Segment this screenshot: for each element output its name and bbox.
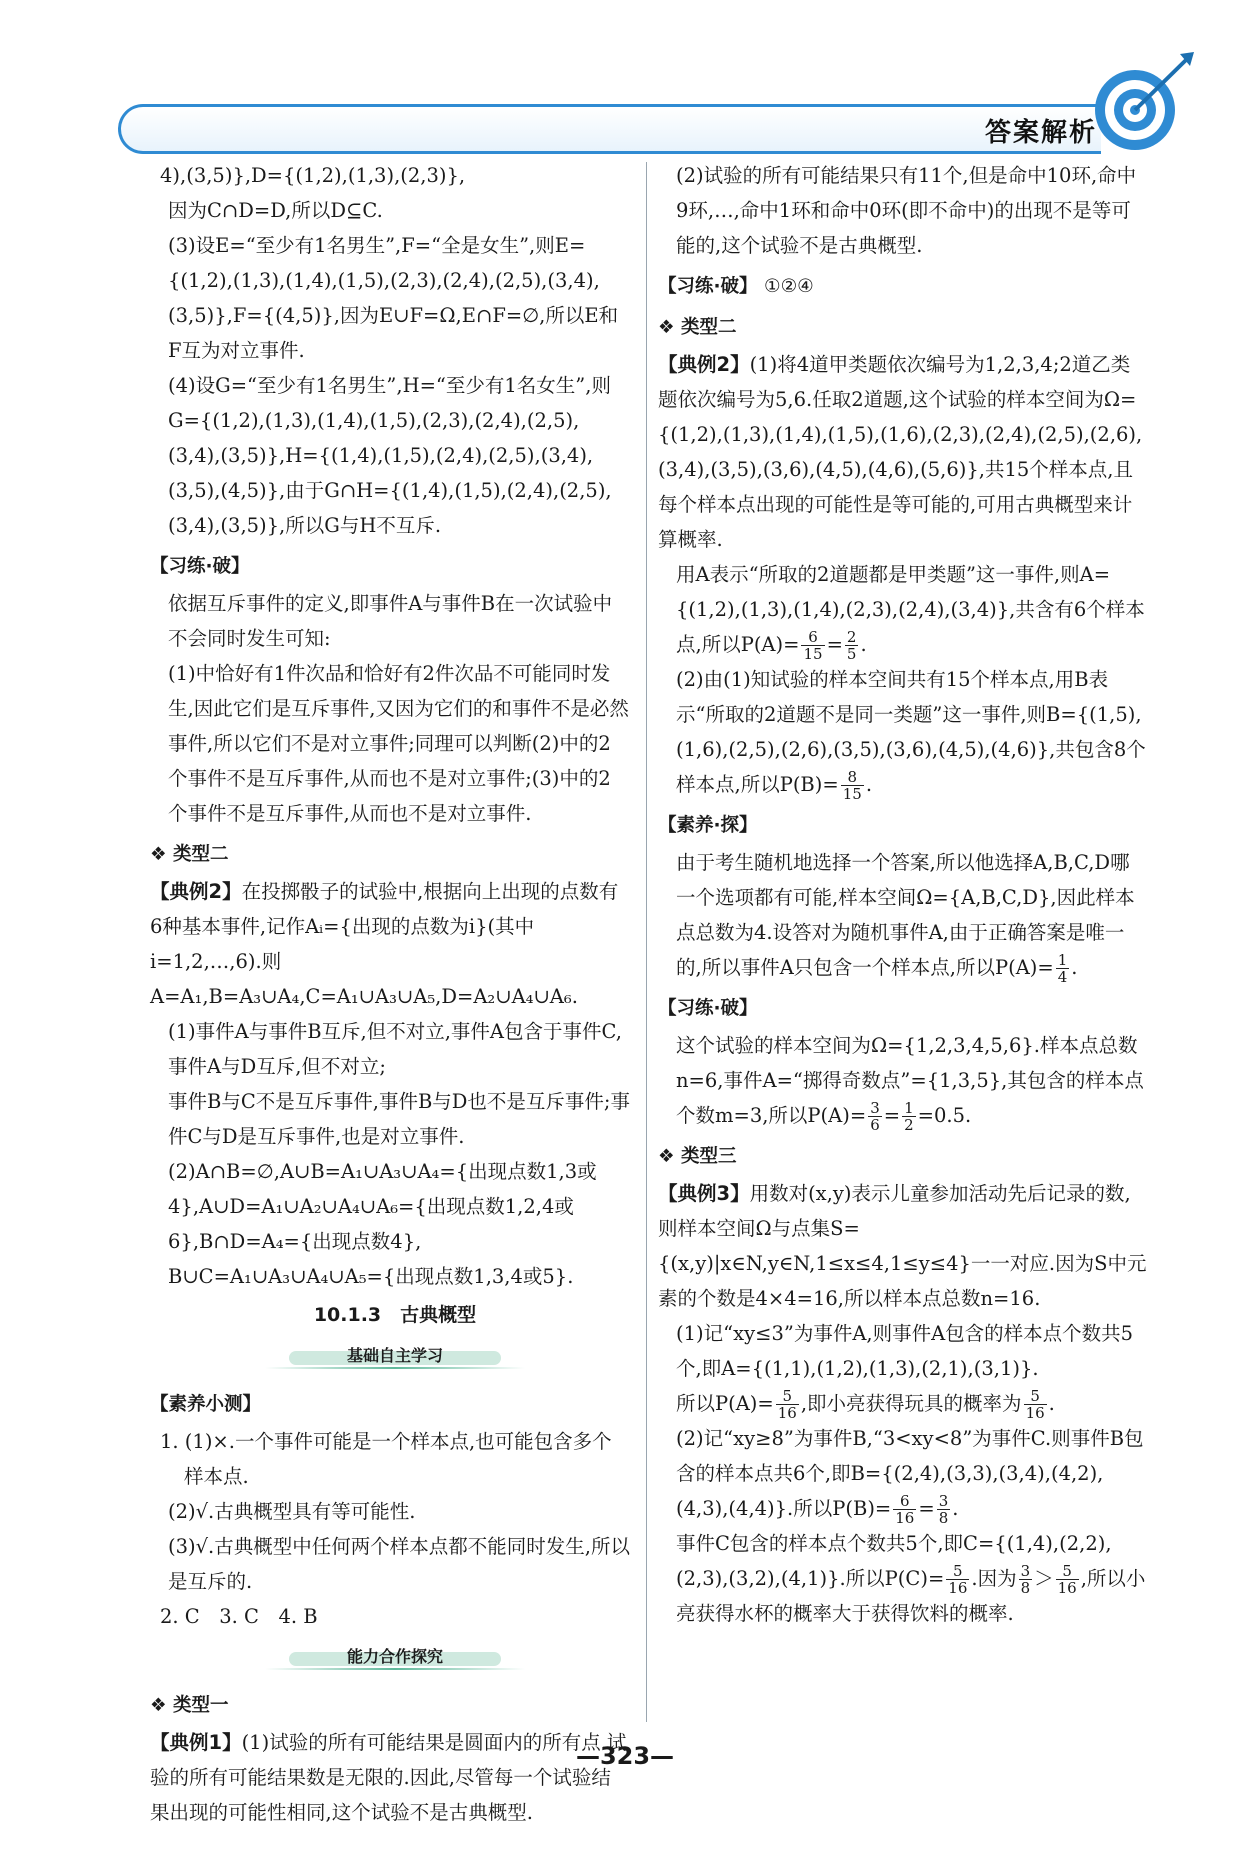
fraction-2-5: $\frac{2}{5}$: [846, 628, 857, 663]
right-line-1: (2)试验的所有可能结果只有11个,但是命中10环,命中9环,…,命中1环和命中0环(即不命中)的出现不是等可能的,这个试验不是古典概型.: [676, 164, 1137, 257]
section-quiz: 【素养小测】: [150, 1394, 262, 1415]
section-type-two: ❖ 类型二: [150, 844, 229, 865]
right-line-3-text: (2)由(1)知试验的样本空间共有15个样本点,用B表示“所取的2道题不是同一类题”这一事件,则B={(1,5),(1,6),(2,5),(2,6),(3,5),(3,6),(4,5),(4,6)},共包含8个样本点,所以P(B)=: [676, 668, 1146, 796]
right-line-7-mid: ,即小亮获得玩具的概率为: [800, 1392, 1022, 1415]
fraction-6-15: $\frac{6}{15}$: [803, 628, 823, 663]
header-title: 答案解析: [985, 118, 1098, 148]
fraction-8-15: $\frac{8}{15}$: [842, 768, 862, 803]
left-line-7: (1)事件A与事件B互斥,但不对立,事件A包含于事件C,事件A与D互斥,但不对立;: [168, 1020, 622, 1078]
fraction-5-16-b: $\frac{5}{16}$: [1025, 1387, 1045, 1422]
right-line-9: [668, 1526, 1148, 1631]
section-subheading: 10.1.3 古典概型: [313, 1304, 477, 1326]
right-example-3: [658, 1176, 1148, 1316]
left-item-4: (4)设G=“至少有1名男生”,H=“至少有1名女生”,则G={(1,2),(1,3),(1,4),(1,5),(2,3),(2,4),(2,5),(3,4),(3,5)},H={(1,4),(1,5),(2,4),(2,5),(3,4),(3,5),(4,5)},由于G∩H={(1,4),(1,5),(2,4),(2,5),(3,4),(3,5)},所以G与H不互斥.: [168, 374, 612, 537]
fraction-3-8: $\frac{3}{8}$: [938, 1492, 949, 1527]
section-practice-1: 【习练·破】: [150, 556, 250, 577]
right-line-4: 由于考生随机地选择一个答案,所以他选择A,B,C,D哪一个选项都有可能,样本空间Ω={A,B,C,D},因此样本点总数为4.设答对为随机事件A,由于正确答案是唯一的,所以事件A只包含一个样本点,所以P(A)= $\frac{1}{4}$ .: [676, 851, 1135, 986]
right-line-3: (2)由(1)知试验的样本空间共有15个样本点,用B表示“所取的2道题不是同一类题”这一事件,则B={(1,5),(1,6),(2,5),(2,6),(3,5),(3,6),(4,5),(4,6)},共包含8个样本点,所以P(B)= $\frac{8}{15}$ .: [676, 668, 1146, 803]
fraction-5-16-a: $\frac{5}{16}$: [777, 1387, 797, 1422]
fraction-3-8-b: $\frac{3}{8}$: [1020, 1562, 1031, 1597]
right-example-2: [658, 347, 1148, 557]
practice-2-label: 【习练·破】: [658, 276, 758, 297]
quiz-answer-1c: (3)√.古典概型中任何两个样本点都不能同时发生,所以是互斥的.: [168, 1535, 630, 1593]
left-line-2: 因为C∩D=D,所以D⊆C.: [168, 199, 383, 222]
page-number: —323—: [575, 1742, 675, 1770]
example-1-text: (1)试验的所有可能结果是圆面内的所有点.试验的所有可能结果数是无限的.因此,尽管每一个试验结果出现的可能性相同,这个试验不是古典概型.: [150, 1731, 627, 1824]
section-type-two-right: ❖ 类型二: [658, 317, 737, 338]
left-example-1: [150, 1725, 630, 1830]
quiz-answer-1b: (2)√.古典概型具有等可能性.: [168, 1500, 416, 1523]
right-line-2-text: 用A表示“所取的2道题都是甲类题”这一事件,则A={(1,2),(1,3),(1,4),(2,3),(2,4),(3,4)},共含有6个样本点,所以P(A)=: [676, 563, 1145, 656]
right-line-4-text: 由于考生随机地选择一个答案,所以他选择A,B,C,D哪一个选项都有可能,样本空间Ω={A,B,C,D},因此样本点总数为4.设答对为随机事件A,由于正确答案是唯一的,所以事件A只包含一个样本点,所以P(A)=: [676, 851, 1135, 979]
page-header: [0, 0, 1250, 160]
column-divider: [646, 162, 647, 1722]
section-explore: 【素养·探】: [658, 815, 758, 836]
header-bar: [118, 104, 1101, 154]
fraction-5-16-d: $\frac{5}{16}$: [1057, 1562, 1077, 1597]
right-example-2-label: 【典例2】: [658, 353, 750, 376]
example-3-label: 【典例3】: [658, 1182, 750, 1205]
left-line-8: 事件B与C不是互斥事件,事件B与D也不是互斥事件;事件C与D是互斥事件,也是对立事件.: [168, 1090, 630, 1148]
fraction-6-16: $\frac{6}{16}$: [895, 1492, 915, 1527]
section-practice-3: 【习练·破】: [658, 998, 758, 1019]
fraction-1-2: $\frac{1}{2}$: [904, 1099, 914, 1134]
example-3-text: 用数对(x,y)表示儿童参加活动先后记录的数,则样本空间Ω与点集S={(x,y)|x∈N,y∈N,1≤x≤4,1≤y≤4}一一对应.因为S中元素的个数是4×4=16,所以样本点总数n=16.: [658, 1182, 1147, 1310]
example-1-label: 【典例1】: [150, 1731, 242, 1754]
left-line-9: (2)A∩B=∅,A∪B=A₁∪A₃∪A₄={出现点数1,3或4},A∪D=A₁∪A₂∪A₄∪A₆={出现点数1,2,4或6},B∩D=A₄={出现点数4},: [168, 1160, 597, 1253]
example-2-text: 在投掷骰子的试验中,根据向上出现的点数有6种基本事件,记作Aᵢ={出现的点数为i}(其中i=1,2,…,6).则A=A₁,B=A₃∪A₄,C=A₁∪A₃∪A₅,D=A₂∪A₄∪A₆.: [150, 880, 619, 1008]
section-practice-2: [658, 269, 1148, 304]
right-line-5-end: =0.5.: [917, 1104, 972, 1127]
fraction-3-6: $\frac{3}{6}$: [870, 1099, 880, 1134]
quiz-answer-1: 1. (1)×.一个事件可能是一个样本点,也可能包含多个样本点.: [160, 1430, 612, 1488]
left-example-2: [150, 874, 630, 1014]
left-line-1: 4),(3,5)},D={(1,2),(1,3),(2,3)},: [160, 164, 466, 187]
greater-than-sign: ＞: [1034, 1567, 1054, 1590]
right-example-2-text: (1)将4道甲类题依次编号为1,2,3,4;2道乙类题依次编号为5,6.任取2道题,这个试验的样本空间为Ω={(1,2),(1,3),(1,4),(1,5),(1,6),(2,3),(2,4),(2,5),(2,6),(3,4),(3,5),(3,6),(4,5),(4,6),(5,6)},共15个样本点,且每个样本点出现的可能性是等可能的,可用古典概型来计算概率.: [658, 353, 1143, 551]
fraction-5-16-c: $\frac{5}{16}$: [948, 1562, 968, 1597]
right-line-7-text: 所以P(A)=: [676, 1392, 774, 1415]
left-column: [150, 158, 630, 1830]
right-line-6: (1)记“xy≤3”为事件A,则事件A包含的样本点个数共5个,即A={(1,1),(1,2),(1,3),(2,1),(3,1)}.: [676, 1322, 1134, 1380]
banner-cooperation: 能力合作探究: [295, 1644, 495, 1670]
left-line-10: B∪C=A₁∪A₃∪A₄∪A₅={出现点数1,3,4或5}.: [168, 1265, 574, 1288]
right-line-10: ,所以小亮获得水杯的概率大于获得饮料的概率.: [676, 1567, 1146, 1625]
banner-basic-learning: 基础自主学习: [295, 1343, 495, 1369]
practice-2-answer: ①②④: [763, 276, 814, 297]
target-icon: [1090, 48, 1200, 158]
example-2-label: 【典例2】: [150, 880, 242, 903]
left-practice-intro: 依据互斥事件的定义,即事件A与事件B在一次试验中不会同时发生可知:: [168, 592, 613, 650]
right-line-7: 所以P(A)= $\frac{5}{16}$ ,即小亮获得玩具的概率为 $\frac{5}{16}$ .: [676, 1387, 1055, 1422]
left-item-3: (3)设E=“至少有1名男生”,F=“全是女生”,则E={(1,2),(1,3),(1,4),(1,5),(2,3),(2,4),(2,5),(3,4),(3,5)},F={(4,5)},因为E∪F=Ω,E∩F=∅,所以E和F互为对立事件.: [168, 234, 619, 362]
section-type-one: ❖ 类型一: [150, 1695, 229, 1716]
right-line-5: 这个试验的样本空间为Ω={1,2,3,4,5,6}.样本点总数n=6,事件A=“掷得奇数点”={1,3,5},其包含的样本点个数m=3,所以P(A)= $\frac{3}{6}$ = $\frac{1}{2}$ =0.5.: [676, 1034, 1144, 1134]
fraction-1-4: $\frac{1}{4}$: [1057, 951, 1068, 986]
right-line-9-text: 事件C包含的样本点个数共5个,即C={(1,4),(2,2),(2,3),(3,2),(4,1)}.所以P(C)=: [676, 1532, 1112, 1590]
right-line-8-text: (2)记“xy≥8”为事件B,“3<xy<8”为事件C.则事件B包含的样本点共6个,即B={(2,4),(3,3),(3,4),(4,2),(4,3),(4,4)}.所以P(B)=: [676, 1427, 1144, 1520]
quiz-answers-2-4: 2. C 3. C 4. B: [160, 1605, 318, 1628]
right-line-9-mid: .因为: [971, 1567, 1017, 1590]
right-column: [658, 158, 1148, 1631]
right-line-2: 用A表示“所取的2道题都是甲类题”这一事件,则A={(1,2),(1,3),(1,4),(2,3),(2,4),(3,4)},共含有6个样本点,所以P(A)= $\frac{6}{15}$ = $\frac{2}{5}$ .: [676, 563, 1145, 663]
section-type-three: ❖ 类型三: [658, 1146, 737, 1167]
right-line-5-text: 这个试验的样本空间为Ω={1,2,3,4,5,6}.样本点总数n=6,事件A=“掷得奇数点”={1,3,5},其包含的样本点个数m=3,所以P(A)=: [676, 1034, 1144, 1127]
left-practice-body: (1)中恰好有1件次品和恰好有2件次品不可能同时发生,因此它们是互斥事件,又因为它们的和事件不是必然事件,所以它们不是对立事件;同理可以判断(2)中的2个事件不是互斥事件,从而也不是对立事件;(3)中的2个事件不是互斥事件,从而也不是对立事件.: [168, 662, 629, 825]
right-line-8: (2)记“xy≥8”为事件B,“3<xy<8”为事件C.则事件B包含的样本点共6个,即B={(2,4),(3,3),(3,4),(4,2),(4,3),(4,4)}.所以P(B)= $\frac{6}{16}$ = $\frac{3}{8}$ .: [676, 1427, 1144, 1527]
